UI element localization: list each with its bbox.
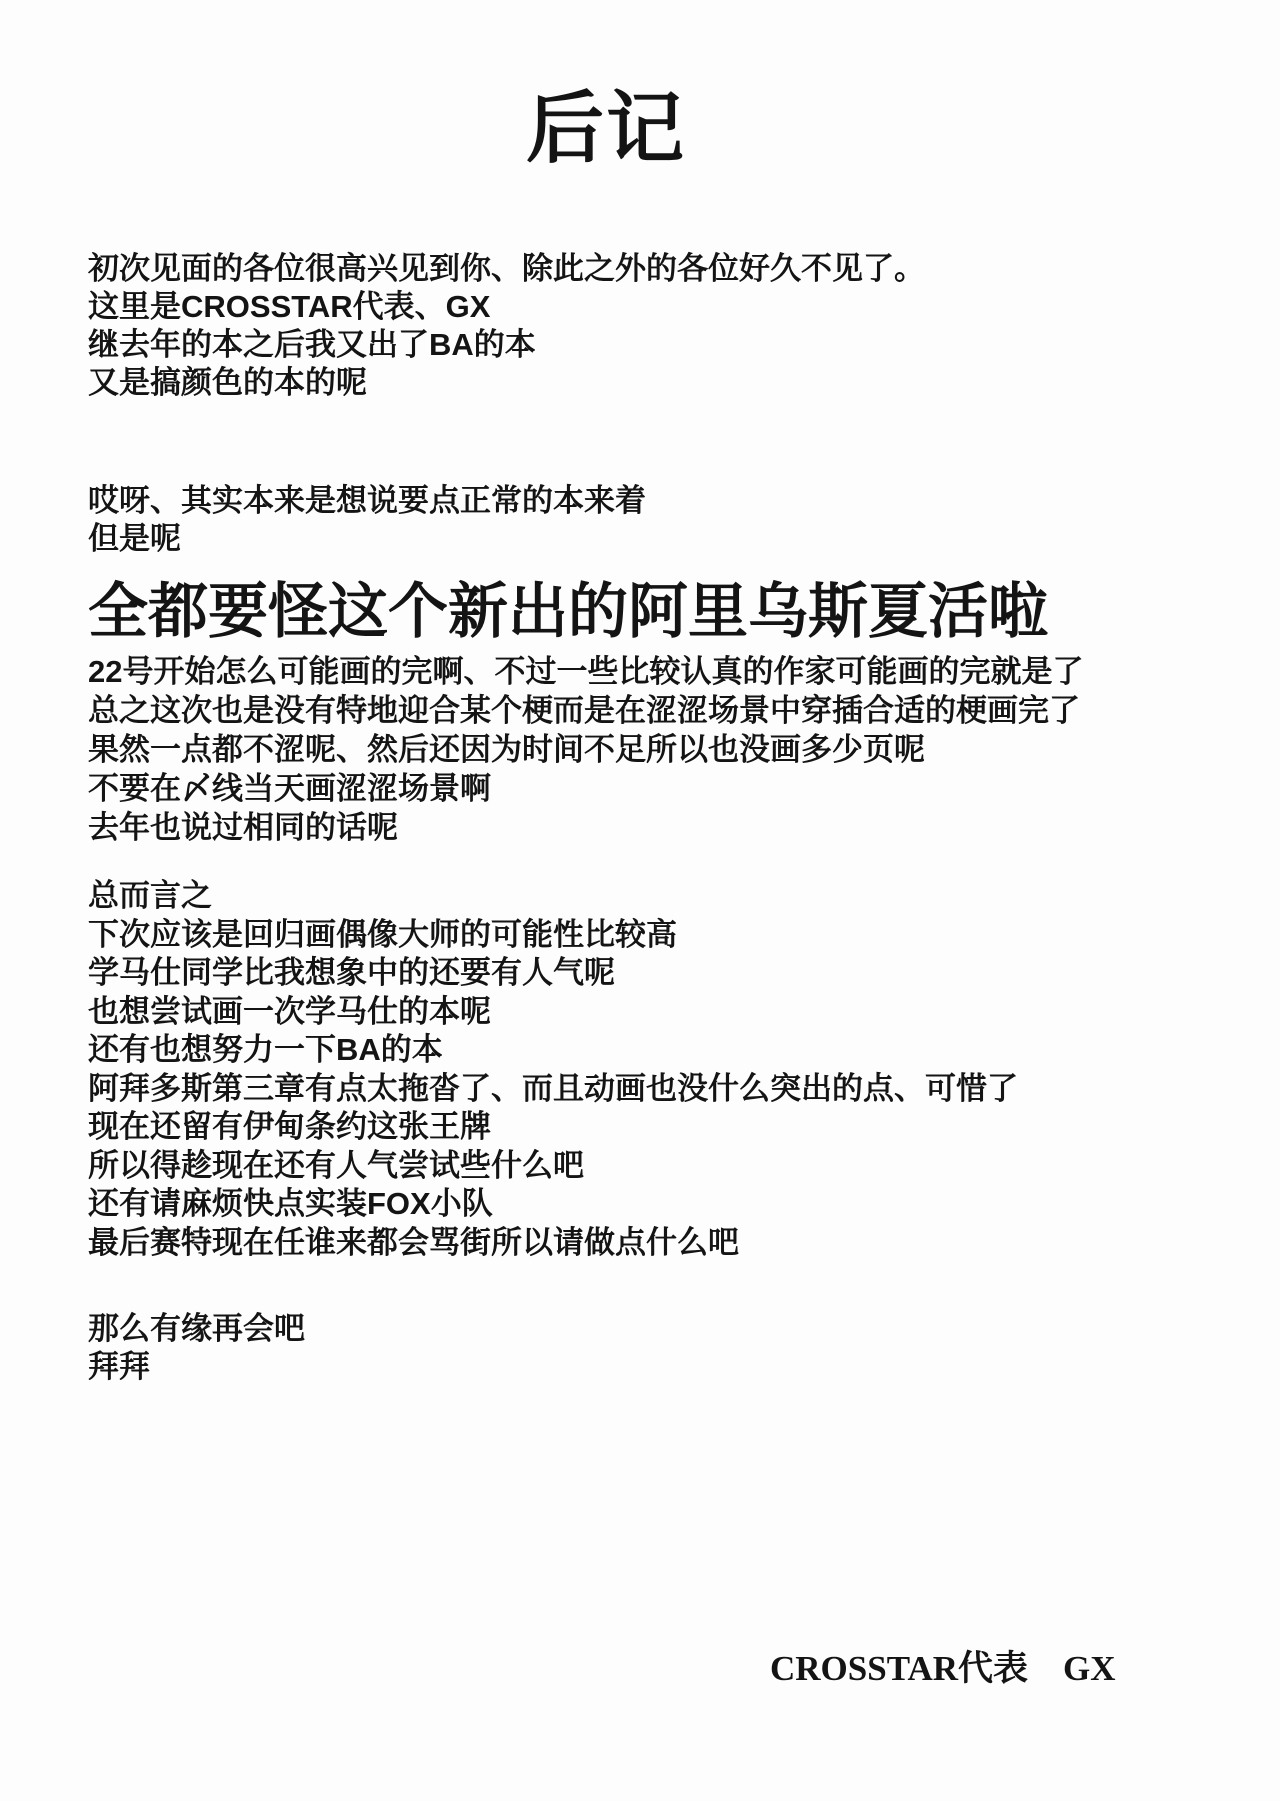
text-line: 哎呀、其实本来是想说要点正常的本来着 [88,483,646,518]
text-line: 去年也说过相同的话呢 [88,810,398,845]
text-line: 现在还留有伊甸条约这张王牌 [88,1109,491,1144]
text-line: 总而言之 [88,878,212,913]
paragraph-farewell [88,1310,1240,1386]
text-line: 继去年的本之后我又出了BA的本 [88,327,536,362]
text-line: 又是搞颜色的本的呢 [88,365,367,400]
paragraph-future-plans [88,877,1240,1262]
text-line: 阿拜多斯第三章有点太拖沓了、而且动画也没什么突出的点、可惜了 [88,1070,1018,1106]
page-title: 后记 [525,85,686,172]
highlight-line: 全都要怪这个新出的阿里乌斯夏活啦 [88,578,1048,645]
text-line: 不要在〆线当天画涩涩场景啊 [88,771,491,806]
paragraph-intro [88,482,1240,558]
text-line: 也想尝试画一次学马仕的本呢 [88,993,491,1029]
text-line: 所以得趁现在还有人气尝试些什么吧 [88,1147,584,1183]
paragraph-event [88,652,1240,847]
text-line: 但是呢 [88,521,181,556]
text-line: 学马仕同学比我想象中的还要有人气呢 [88,955,615,990]
text-line: 最后赛特现在任谁来都会骂街所以请做点什么吧 [88,1224,739,1260]
text-line: 总之这次也是没有特地迎合某个梗而是在涩涩场景中穿插合适的梗画完了 [88,693,1080,728]
text-line: 那么有缘再会吧 [88,1311,305,1346]
text-line: 果然一点都不涩呢、然后还因为时间不足所以也没画多少页呢 [88,732,925,767]
text-line: 还有也想努力一下BA的本 [88,1032,443,1067]
text-line: 下次应该是回归画偶像大师的可能性比较高 [88,916,677,952]
paragraph-greeting [88,250,1240,402]
author-signature: CROSSTAR代表 GX [770,1649,1116,1688]
text-line: 22号开始怎么可能画的完啊、不过一些比较认真的作家可能画的完就是了 [88,654,1084,689]
text-line: 拜拜 [88,1349,150,1384]
afterword-body [88,250,1240,1386]
text-line: 初次见面的各位很高兴见到你、除此之外的各位好久不见了。 [88,251,925,286]
text-line: 这里是CROSSTAR代表、GX [88,289,491,324]
text-line: 还有请麻烦快点实装FOX小队 [88,1186,493,1221]
